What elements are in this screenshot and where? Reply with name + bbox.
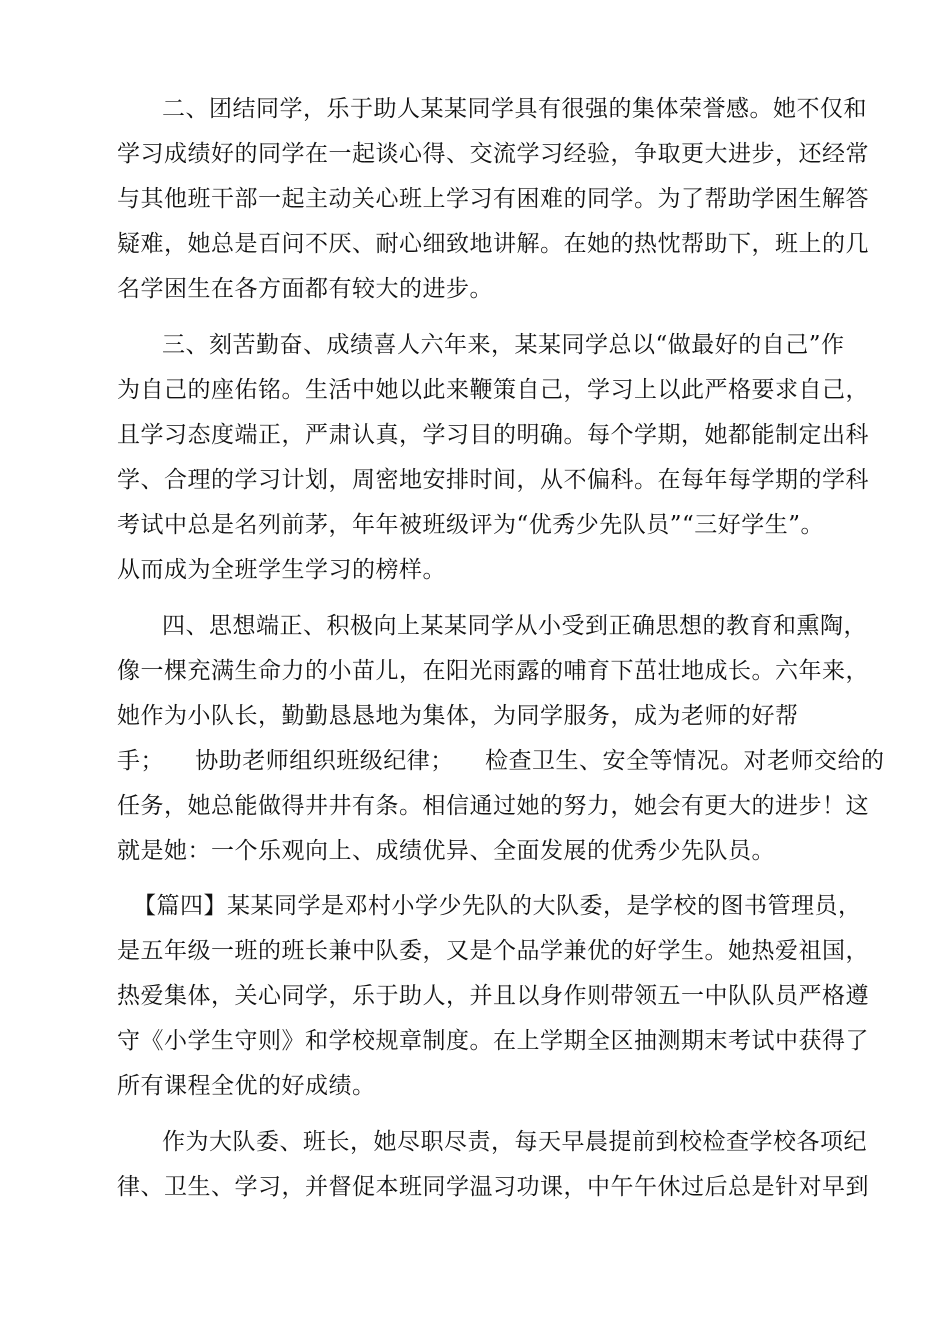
text-line: 她作为小队长，勤勤恳恳地为集体，为同学服务，成为老师的好帮 bbox=[117, 703, 799, 729]
text-line: 二、团结同学，乐于助人某某同学具有很强的集体荣誉感。她不仅和 bbox=[162, 96, 867, 122]
text-line: 学习成绩好的同学在一起谈心得、交流学习经验，争取更大进步，还经常 bbox=[117, 141, 869, 167]
text-line: 作为大队委、班长，她尽职尽责，每天早晨提前到校检查学校各项纪 bbox=[162, 1129, 867, 1155]
text-line: 像一棵充满生命力的小苗儿，在阳光雨露的哺育下茁壮地成长。六年来， bbox=[117, 658, 869, 684]
text-line: 考试中总是名列前茅，年年被班级评为“优秀少先队员”“三好学生”。 bbox=[117, 512, 825, 538]
text-line: 为自己的座佑铭。生活中她以此来鞭策自己，学习上以此严格要求自己， bbox=[117, 377, 869, 403]
text-line: 学、合理的学习计划，周密地安排时间，从不偏科。在每年每学期的学科 bbox=[117, 467, 869, 493]
text-line: 【篇四】某某同学是邓村小学少先队的大队委，是学校的图书管理员， bbox=[133, 893, 862, 919]
text-line: 律、卫生、学习，并督促本班同学温习功课，中午午休过后总是针对早到 bbox=[117, 1174, 869, 1200]
text-line: 且学习态度端正，严肃认真，学习目的明确。每个学期，她都能制定出科 bbox=[117, 422, 869, 448]
text-line: 所有课程全优的好成绩。 bbox=[117, 1073, 376, 1099]
text-line: 名学困生在各方面都有较大的进步。 bbox=[117, 276, 493, 302]
text-line: 从而成为全班学生学习的榜样。 bbox=[117, 557, 446, 583]
text-line: 疑难，她总是百问不厌、耐心细致地讲解。在她的热忱帮助下，班上的几 bbox=[117, 231, 869, 257]
text-line: 三、刻苦勤奋、成绩喜人六年来，某某同学总以“做最好的自己”作 bbox=[162, 332, 845, 358]
text-line: 是五年级一班的班长兼中队委，又是个品学兼优的好学生。她热爱祖国， bbox=[117, 938, 869, 964]
text-line: 热爱集体，关心同学，乐于助人，并且以身作则带领五一中队队员严格遵 bbox=[117, 983, 869, 1009]
text-line: 任务，她总能做得井井有条。相信通过她的努力，她会有更大的进步！这 bbox=[117, 793, 869, 819]
text-line: 守《小学生守则》和学校规章制度。在上学期全区抽测期末考试中获得了 bbox=[117, 1028, 869, 1054]
text-line: 就是她：一个乐观向上、成绩优异、全面发展的优秀少先队员。 bbox=[117, 838, 775, 864]
text-line: 手； 协助老师组织班级纪律； 检查卫生、安全等情况。对老师交给的 bbox=[117, 748, 885, 774]
text-line: 与其他班干部一起主动关心班上学习有困难的同学。为了帮助学困生解答 bbox=[117, 186, 869, 212]
text-line: 四、思想端正、积极向上某某同学从小受到正确思想的教育和熏陶， bbox=[162, 613, 867, 639]
